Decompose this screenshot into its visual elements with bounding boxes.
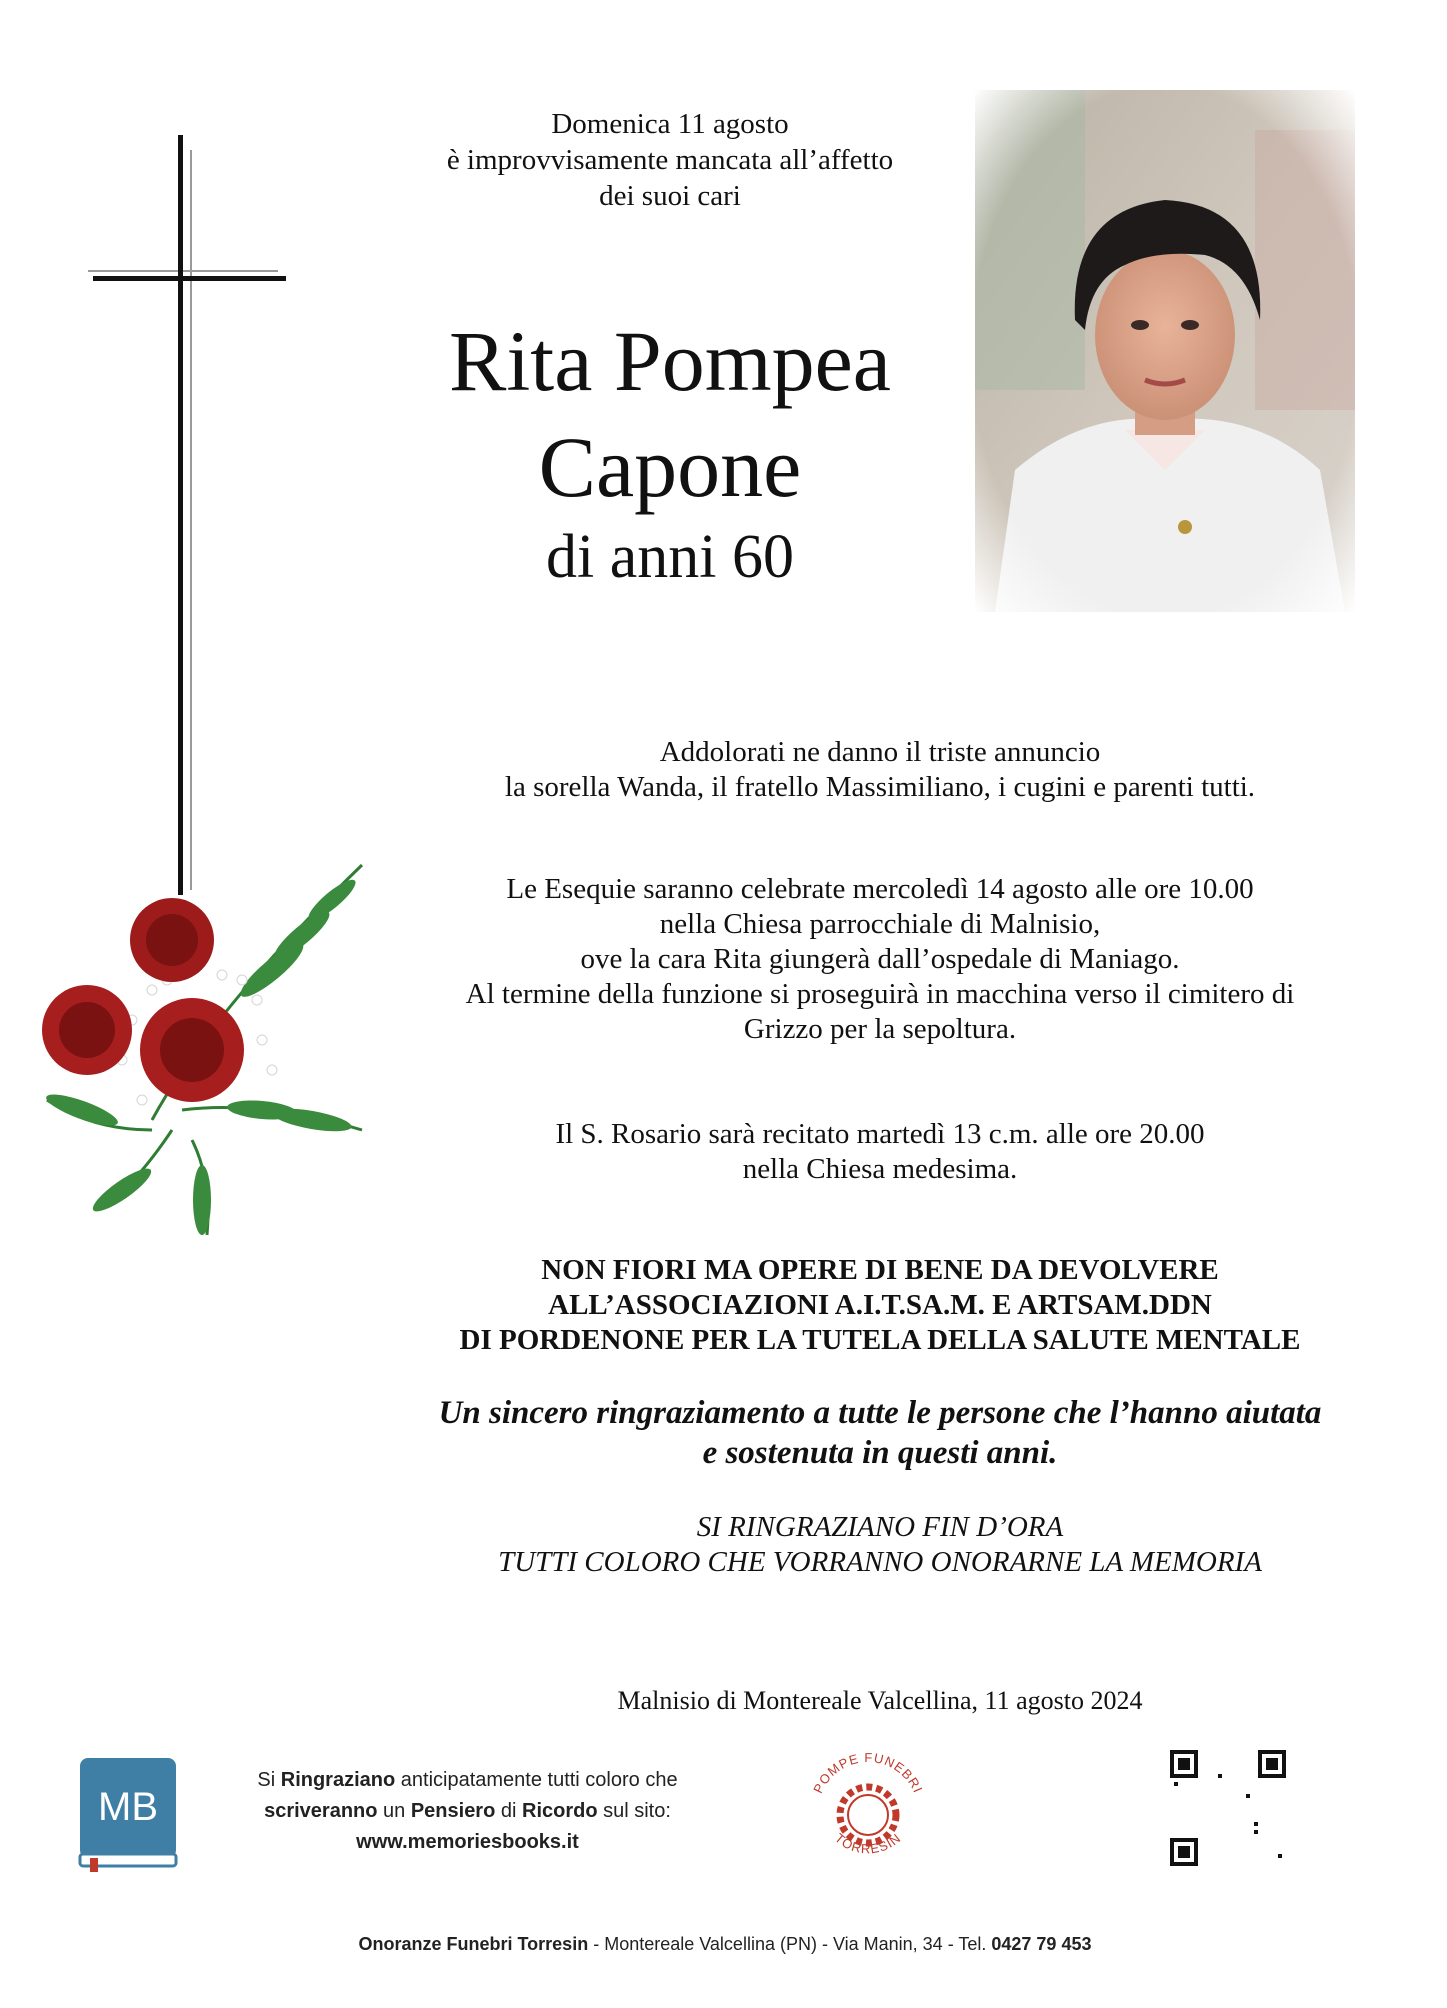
memoriesbooks-logo[interactable] xyxy=(78,1758,180,1872)
name-line: Rita Pompea xyxy=(449,313,891,409)
gratitude-line: TUTTI COLORO CHE VORRANNO ONORARNE LA MEMORIA xyxy=(498,1546,1262,1578)
intro-line: è improvvisamente mancata all’affetto xyxy=(446,144,894,176)
donation-text xyxy=(360,1253,1400,1358)
funeral-line: ove la cara Rita giungerà dall’ospedale di Maniago. xyxy=(580,943,1180,975)
memoriesbooks-link[interactable]: www.memoriesbooks.it xyxy=(356,1831,579,1853)
gratitude-line: SI RINGRAZIANO FIN D’ORA xyxy=(696,1511,1064,1543)
deceased-age: di anni 60 xyxy=(546,523,794,591)
footer-address: - Montereale Valcellina (PN) - Via Manin, 34 - Tel. xyxy=(588,1934,992,1954)
place-date: Malnisio di Montereale Valcellina, 11 agosto 2024 xyxy=(617,1686,1143,1715)
funeral-line: Al termine della funzione si proseguirà in macchina verso il cimitero di xyxy=(465,978,1295,1010)
seal-top-text: POMPE FUNEBRI xyxy=(810,1749,926,1796)
donation-line: ALL’ASSOCIAZIONI A.I.T.SA.M. E ARTSAM.DDN xyxy=(548,1289,1212,1321)
intro-line: dei suoi cari xyxy=(599,180,741,212)
mb-line-2: scriveranno un Pensiero di Ricordo sul sito: xyxy=(264,1800,671,1822)
mb-logo-text: MB xyxy=(98,1785,158,1829)
funeral-line: nella Chiesa parrocchiale di Malnisio, xyxy=(659,908,1101,940)
pompe-funebri-seal-logo xyxy=(798,1737,938,1877)
portrait-photo xyxy=(975,90,1355,612)
thanks-line: e sostenuta in questi anni. xyxy=(702,1435,1058,1471)
memoriesbooks-text xyxy=(205,1765,730,1858)
announcement-line: Addolorati ne danno il triste annuncio xyxy=(659,736,1101,768)
funeral-text xyxy=(380,872,1380,1047)
funeral-line: Le Esequie saranno celebrate mercoledì 14 agosto alle ore 10.00 xyxy=(506,873,1254,905)
intro-line: Domenica 11 agosto xyxy=(551,108,789,140)
announcement-text xyxy=(380,735,1380,805)
footer-company: Onoranze Funebri Torresin xyxy=(358,1934,589,1954)
name-line: Capone xyxy=(538,419,802,515)
donation-line: NON FIORI MA OPERE DI BENE DA DEVOLVERE xyxy=(541,1254,1219,1286)
footer-contact xyxy=(200,1932,1250,1956)
qr-code[interactable] xyxy=(1170,1750,1286,1866)
rosary-text xyxy=(380,1117,1380,1187)
funeral-line: Grizzo per la sepoltura. xyxy=(743,1013,1017,1045)
announcement-line: la sorella Wanda, il fratello Massimiliano, i cugini e parenti tutti. xyxy=(504,771,1256,803)
rosary-line: Il S. Rosario sarà recitato martedì 13 c.m. alle ore 20.00 xyxy=(555,1118,1205,1150)
deceased-name xyxy=(380,308,960,520)
mb-line-1: Si Ringraziano anticipatamente tutti coloro che xyxy=(257,1769,678,1791)
intro-text xyxy=(380,106,960,214)
roses-bouquet-image xyxy=(32,860,377,1240)
donation-line: DI PORDENONE PER LA TUTELA DELLA SALUTE MENTALE xyxy=(459,1324,1301,1356)
gratitude-text xyxy=(380,1510,1380,1580)
rosary-line: nella Chiesa medesima. xyxy=(742,1153,1018,1185)
thanks-line: Un sincero ringraziamento a tutte le persone che l’hanno aiutata xyxy=(438,1395,1322,1431)
footer-phone: 0427 79 453 xyxy=(991,1934,1092,1954)
thanks-text xyxy=(330,1393,1430,1473)
seal-bottom-text: TORRESIN xyxy=(832,1830,904,1857)
